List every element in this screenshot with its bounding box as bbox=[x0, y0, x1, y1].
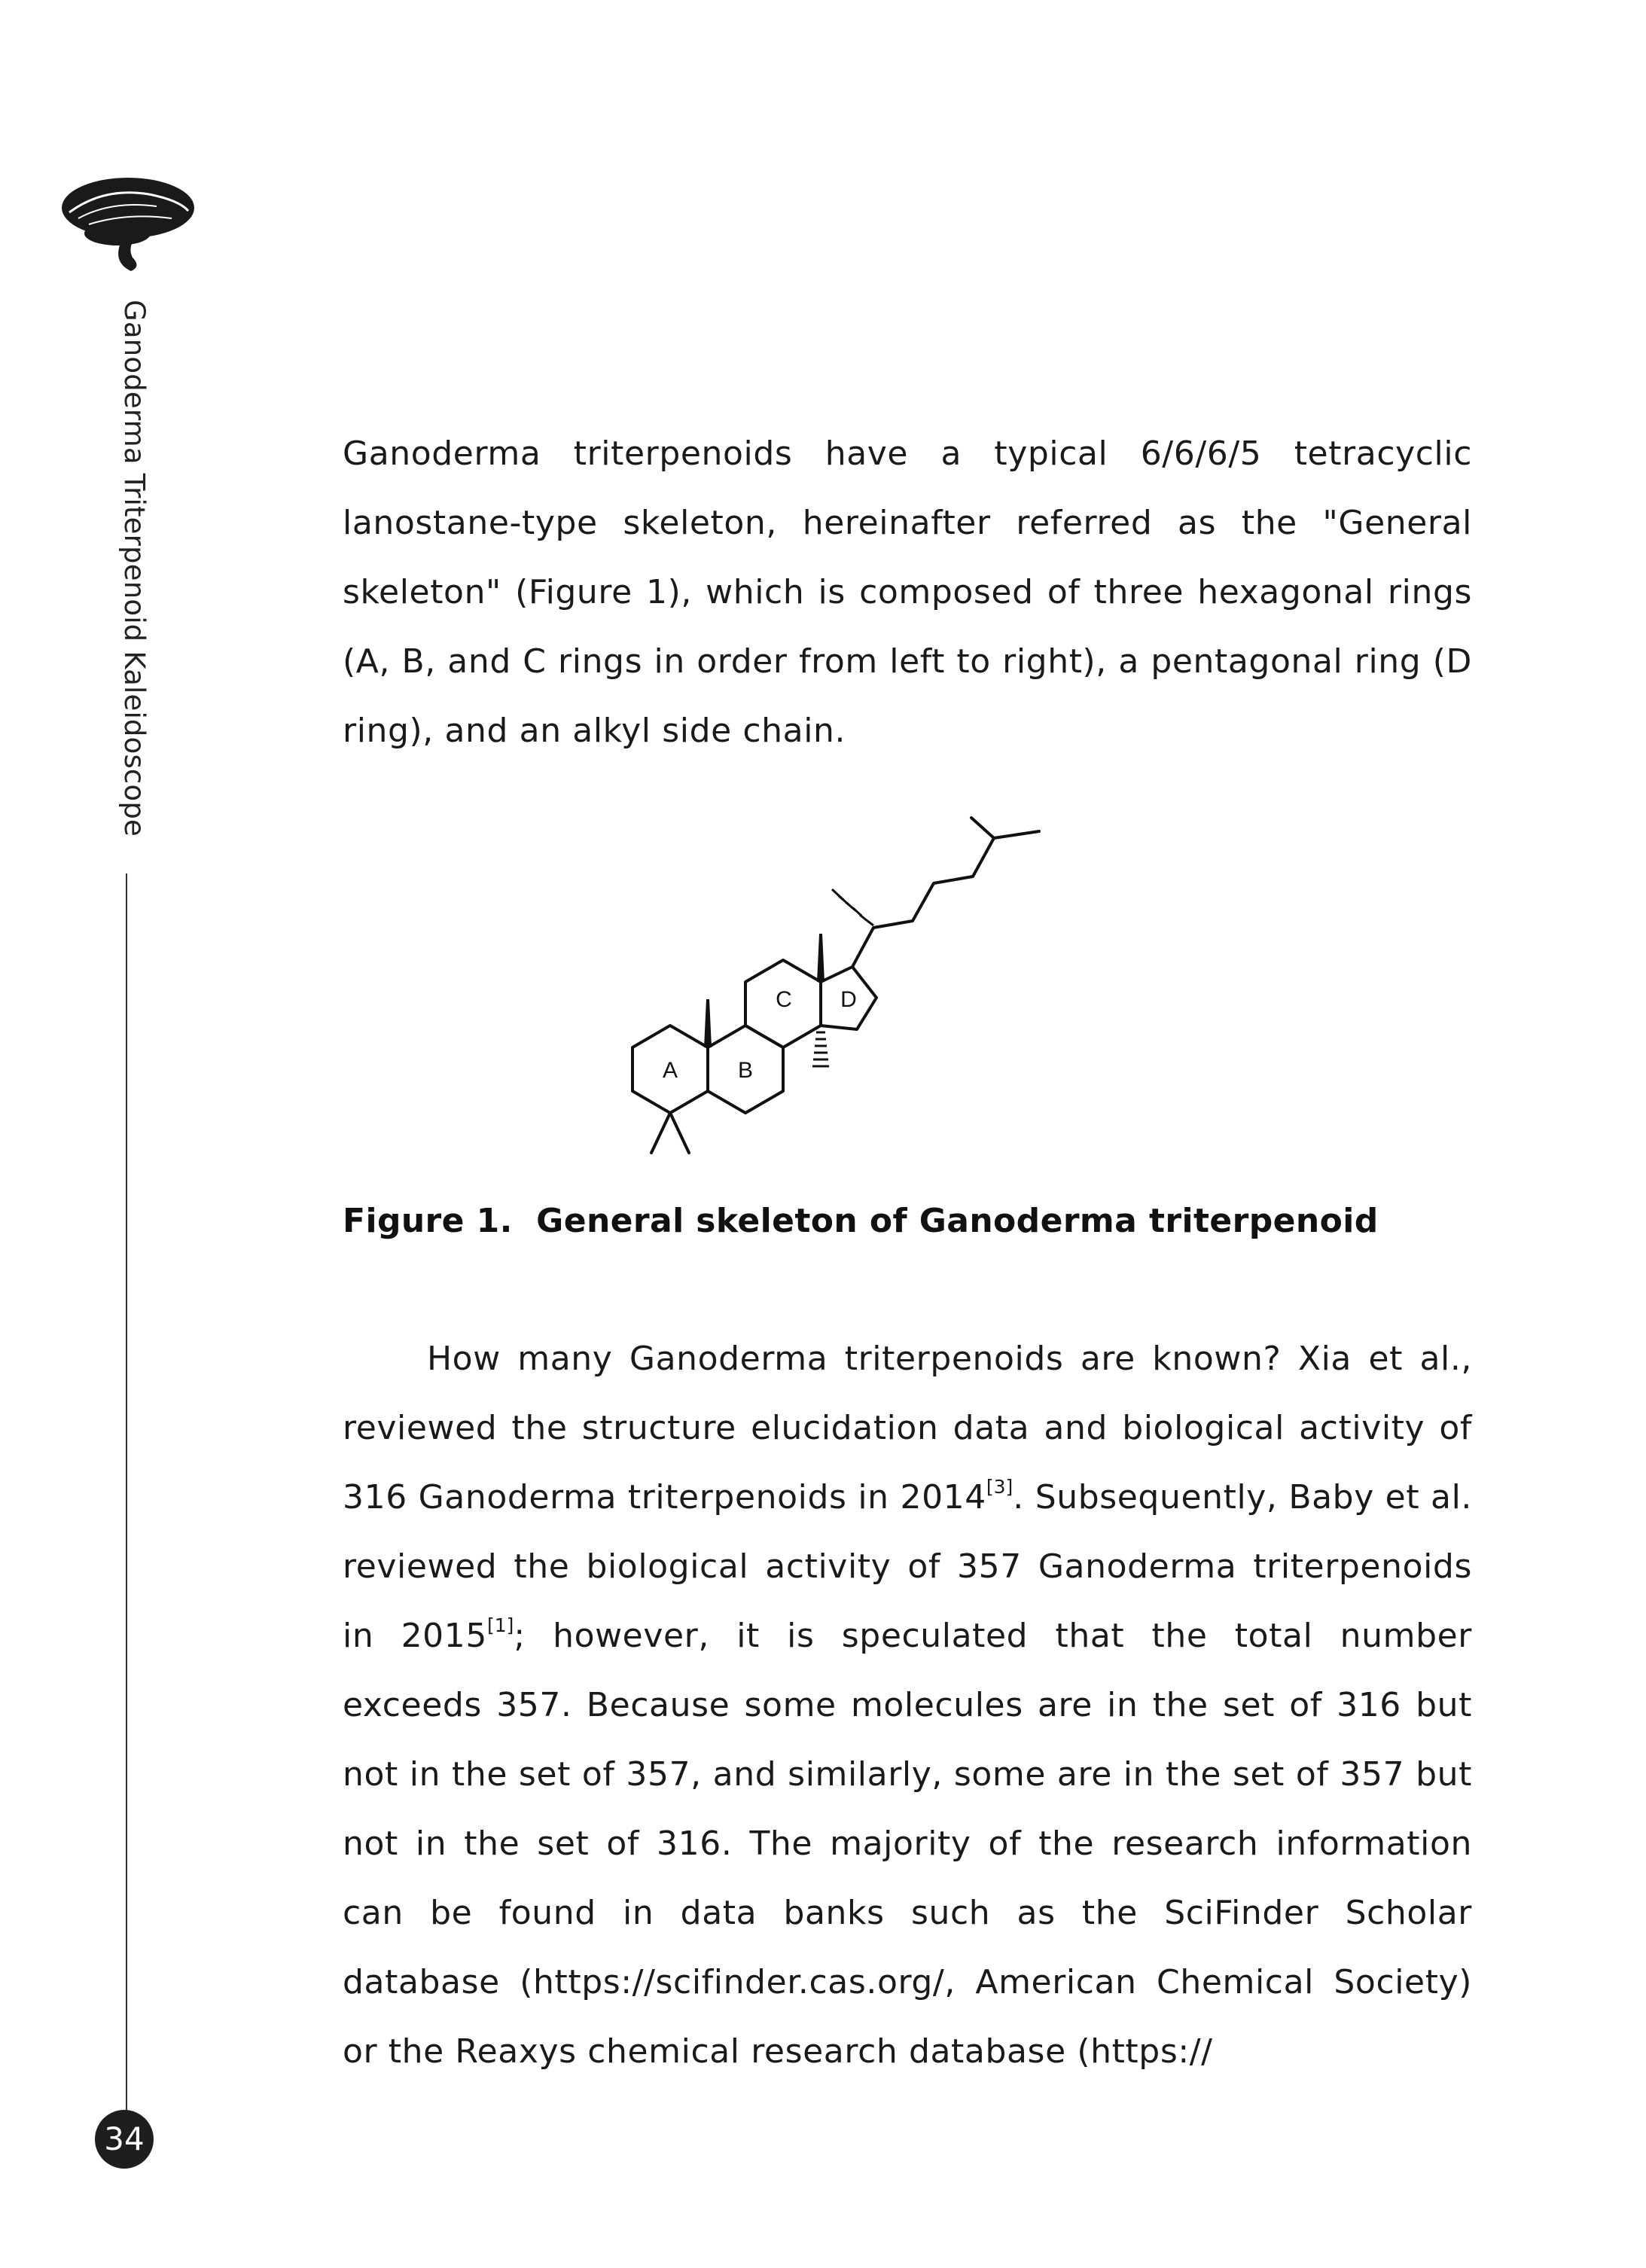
page-number: 34 bbox=[95, 2110, 154, 2169]
body-paragraph-1: Ganoderma triterpenoids have a typical 6/6/6/5 tetracyclic lanostane-type skeleton, hereinafter referred as the "General skeleton" (Figure 1), which is composed of three hexagonal rings (A, B, and C rings in order from left to right), a pentagonal ring (D ring), and an alkyl side chain. bbox=[343, 434, 1472, 750]
methyl-hash-c20 bbox=[832, 889, 873, 925]
figure-caption: Figure 1. General skeleton of Ganoderma triterpenoid bbox=[343, 1202, 1379, 1240]
running-title: Ganoderma Triterpenoid Kaleidoscope bbox=[118, 300, 151, 837]
body-paragraph-2 bbox=[343, 1325, 1472, 2087]
ring-label-b: B bbox=[737, 1058, 754, 1083]
paragraph-2-text-1: How many Ganoderma triterpenoids are known? Xia et al., reviewed the structure elucidation data and biological activity of 316 Ganoderma triterpenoids in 2014 bbox=[343, 1340, 1472, 1517]
methyl-wedge-c10 bbox=[704, 999, 712, 1047]
paragraph-2-text-2: . Subsequently, Baby et al. reviewed the biological activity of 357 Ganoderma triterpenoids in 2015 bbox=[343, 1478, 1473, 1655]
paragraph-2-text-3: ; however, it is speculated that the total number exceeds 357. Because some molecules are in the set of 316 but not in the set of 357, and similarly, some are in the set of 357 but not in the set of 316. The majority of the research information can be found in data banks such as the SciFinder Scholar database (https://scifinder.cas.org/, American Chemical Society) or the Reaxys chemical research database (https:// bbox=[343, 1617, 1472, 2071]
side-rule bbox=[126, 873, 127, 2112]
figure-1-skeleton bbox=[617, 798, 1145, 1182]
ring-label-d: D bbox=[840, 987, 857, 1012]
methyl-wedge-c13 bbox=[817, 934, 825, 982]
methyl-hash-c14 bbox=[812, 1032, 829, 1066]
lanostane-skeleton-diagram bbox=[617, 798, 1145, 1182]
ring-label-c: C bbox=[776, 987, 792, 1012]
citation-ref-1: [1] bbox=[486, 1614, 514, 1636]
ganoderma-mushroom-icon bbox=[59, 164, 197, 277]
ring-label-a: A bbox=[662, 1058, 678, 1083]
side-chain bbox=[852, 831, 1039, 967]
citation-ref-3: [3] bbox=[986, 1476, 1014, 1498]
